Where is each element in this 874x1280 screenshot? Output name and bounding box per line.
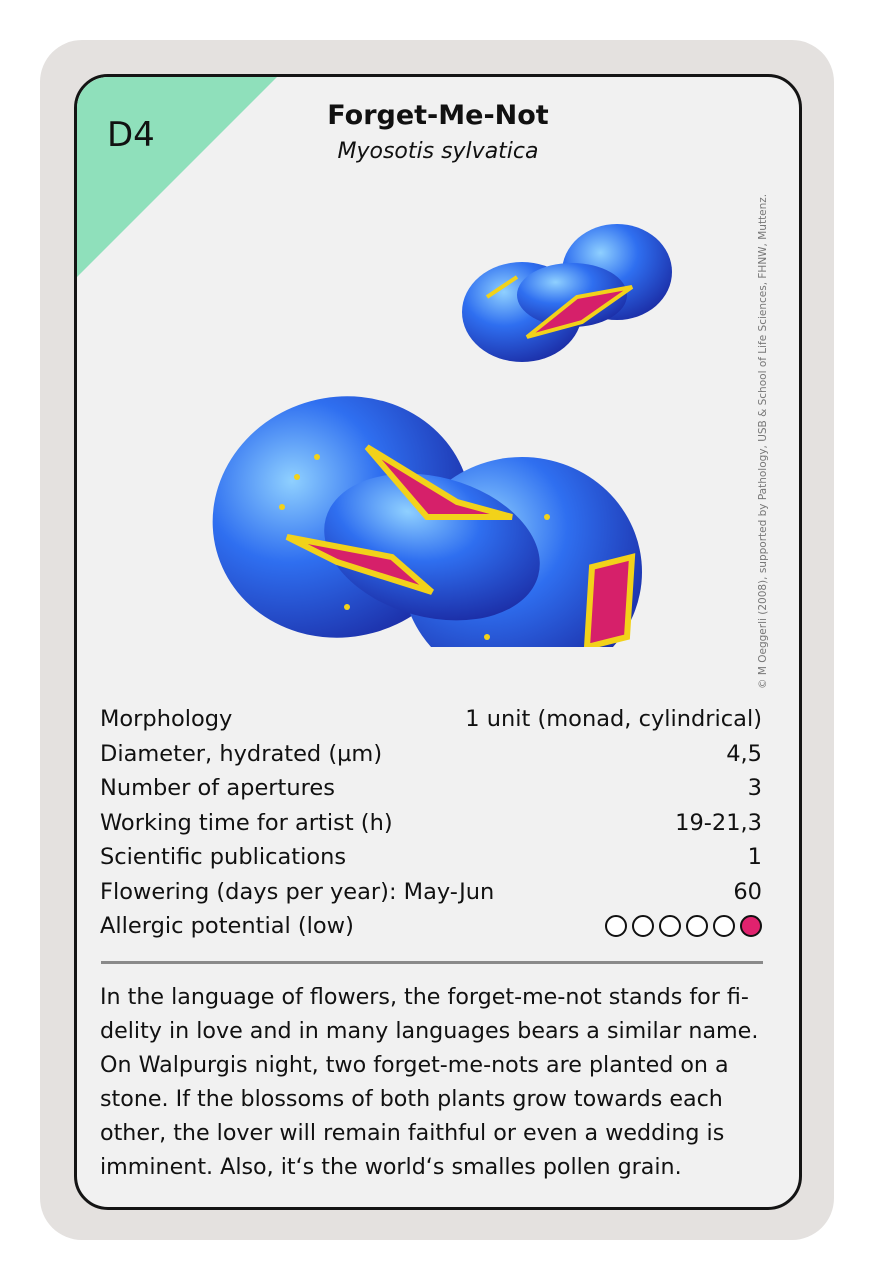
stat-label: Morphology xyxy=(100,706,233,732)
card-title: Forget-Me-Not xyxy=(327,100,549,131)
allergy-dot-empty xyxy=(659,915,681,937)
stat-label: Working time for artist (h) xyxy=(100,809,393,836)
stat-row-diameter xyxy=(100,737,762,772)
small-pollen-grain xyxy=(462,224,672,362)
stat-value: 4,5 xyxy=(726,740,762,767)
stat-row-working-time xyxy=(100,806,762,841)
stat-value: 1 unit (monad, cylindrical) xyxy=(465,706,762,732)
card-code: D4 xyxy=(107,115,155,155)
divider xyxy=(101,961,763,964)
allergy-dot-empty xyxy=(605,915,627,937)
stat-label: Scientific publications xyxy=(100,844,347,870)
stat-label: Number of apertures xyxy=(100,775,335,801)
allergy-rating xyxy=(605,909,762,944)
stat-row-publications xyxy=(100,840,762,875)
stat-value: 19-21,3 xyxy=(675,809,762,836)
stats-table xyxy=(100,702,762,944)
stat-row-apertures xyxy=(100,771,762,806)
stat-value: 60 xyxy=(733,878,762,905)
stat-row-allergy xyxy=(100,909,762,944)
pollen-grain-image xyxy=(187,217,687,647)
latin-name: Myosotis sylvatica xyxy=(337,139,539,164)
large-pollen-grain xyxy=(187,367,642,647)
stat-label: Allergic potential (low) xyxy=(100,913,354,939)
stat-row-flowering xyxy=(100,875,762,910)
stat-row-morphology xyxy=(100,702,762,737)
allergy-dot-empty xyxy=(632,915,654,937)
allergy-dot-filled xyxy=(740,915,762,937)
stat-value: 3 xyxy=(747,775,762,801)
stat-label: Diameter, hydrated (µm) xyxy=(100,740,383,767)
pollen-card[interactable] xyxy=(74,74,802,1210)
card-description: In the language of flowers, the forget-me-not stands for fi-delity in love and in many languages bears a similar name. On Walpurgis night, two forget-me-nots are planted on a stone. If the blossoms of both plants grow towards each other, the lover will remain faithful or even a wedding is imminent. Also, it‘s the world‘s smalles pollen grain. xyxy=(100,984,759,1180)
stat-value: 1 xyxy=(747,844,762,870)
allergy-dot-empty xyxy=(713,915,735,937)
photo-credit: © M Oeggerli (2008), supported by Pathology, USB & School of Life Sciences, FHNW, Muttenz. xyxy=(757,193,769,689)
stat-label: Flowering (days per year): May-Jun xyxy=(100,878,495,905)
allergy-dot-empty xyxy=(686,915,708,937)
